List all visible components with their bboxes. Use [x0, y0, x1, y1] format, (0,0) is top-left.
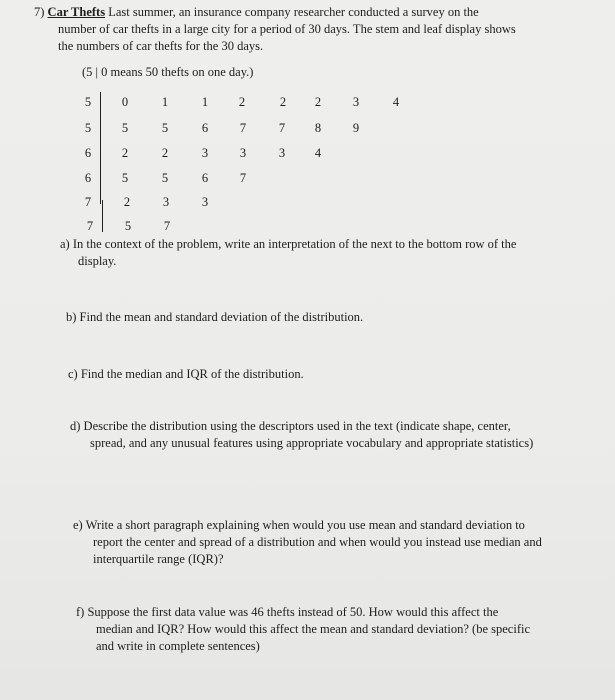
leaf: 6: [201, 171, 209, 185]
stem-row-2: 5: [84, 121, 92, 135]
leaf: 2: [279, 95, 287, 109]
stem-row-1: 5: [84, 95, 92, 109]
leaf: 3: [201, 195, 209, 209]
leaf: 2: [238, 95, 246, 109]
question-f-line-2: median and IQR? How would this affect the mean and standard deviation? (be specific: [96, 622, 530, 636]
intro-line-2: number of car thefts in a large city for a period of 30 days. The stem and leaf display shows: [58, 22, 516, 36]
leaf: 2: [121, 146, 129, 160]
stem-row-6: 7: [86, 219, 94, 233]
problem-header: [34, 4, 479, 20]
question-f-line-3: and write in complete sentences): [96, 639, 260, 653]
problem-number: 7): [34, 5, 45, 19]
leaf: 3: [352, 95, 360, 109]
leaf: 2: [161, 146, 169, 160]
intro-line-3: the numbers of car thefts for the 30 days.: [58, 39, 264, 53]
leaf: 3: [278, 146, 286, 160]
question-a-line-1: a) In the context of the problem, write an interpretation of the next to the bottom row of the: [60, 237, 517, 251]
stem-row-4: 6: [84, 171, 92, 185]
leaf: 6: [201, 121, 209, 135]
question-f-line-1: f) Suppose the first data value was 46 thefts instead of 50. How would this affect the: [76, 605, 499, 619]
leaf: 2: [314, 95, 322, 109]
leaf: 7: [239, 171, 247, 185]
leaf: 3: [201, 146, 209, 160]
question-d-line-1: d) Describe the distribution using the descriptors used in the text (indicate shape, center,: [70, 419, 511, 433]
leaf: 7: [163, 219, 171, 233]
leaf: 3: [162, 195, 170, 209]
stem-divider-lower: [102, 200, 103, 232]
stem-row-5: 7: [84, 195, 92, 209]
problem-title: Car Thefts: [47, 5, 106, 19]
leaf: 2: [123, 195, 131, 209]
stem-divider-upper: [100, 92, 101, 204]
stem-row-3: 6: [84, 146, 92, 160]
leaf: 1: [161, 95, 169, 109]
question-a-line-2: display.: [78, 254, 117, 268]
leaf: 0: [121, 95, 129, 109]
intro-line-1: Last summer, an insurance company researcher conducted a survey on the: [108, 5, 479, 19]
leaf: 4: [392, 95, 400, 109]
question-e-line-2: report the center and spread of a distribution and when would you instead use median and: [93, 535, 542, 549]
leaf: 3: [239, 146, 247, 160]
question-e-line-1: e) Write a short paragraph explaining when would you use mean and standard deviation to: [73, 518, 525, 532]
stem-leaf-key: (5 | 0 means 50 thefts on one day.): [82, 65, 254, 79]
leaf: 1: [201, 95, 209, 109]
leaf: 7: [239, 121, 247, 135]
question-d-line-2: spread, and any unusual features using appropriate vocabulary and appropriate statistics): [90, 436, 534, 450]
leaf: 7: [278, 121, 286, 135]
leaf: 9: [352, 121, 360, 135]
leaf: 5: [161, 171, 169, 185]
question-e-line-3: interquartile range (IQR)?: [93, 552, 224, 566]
question-c: c) Find the median and IQR of the distribution.: [68, 367, 304, 381]
leaf: 4: [314, 146, 322, 160]
leaf: 5: [121, 121, 129, 135]
question-b: b) Find the mean and standard deviation of the distribution.: [66, 310, 364, 324]
leaf: 5: [121, 171, 129, 185]
leaf: 8: [314, 121, 322, 135]
leaf: 5: [161, 121, 169, 135]
leaf: 5: [124, 219, 132, 233]
